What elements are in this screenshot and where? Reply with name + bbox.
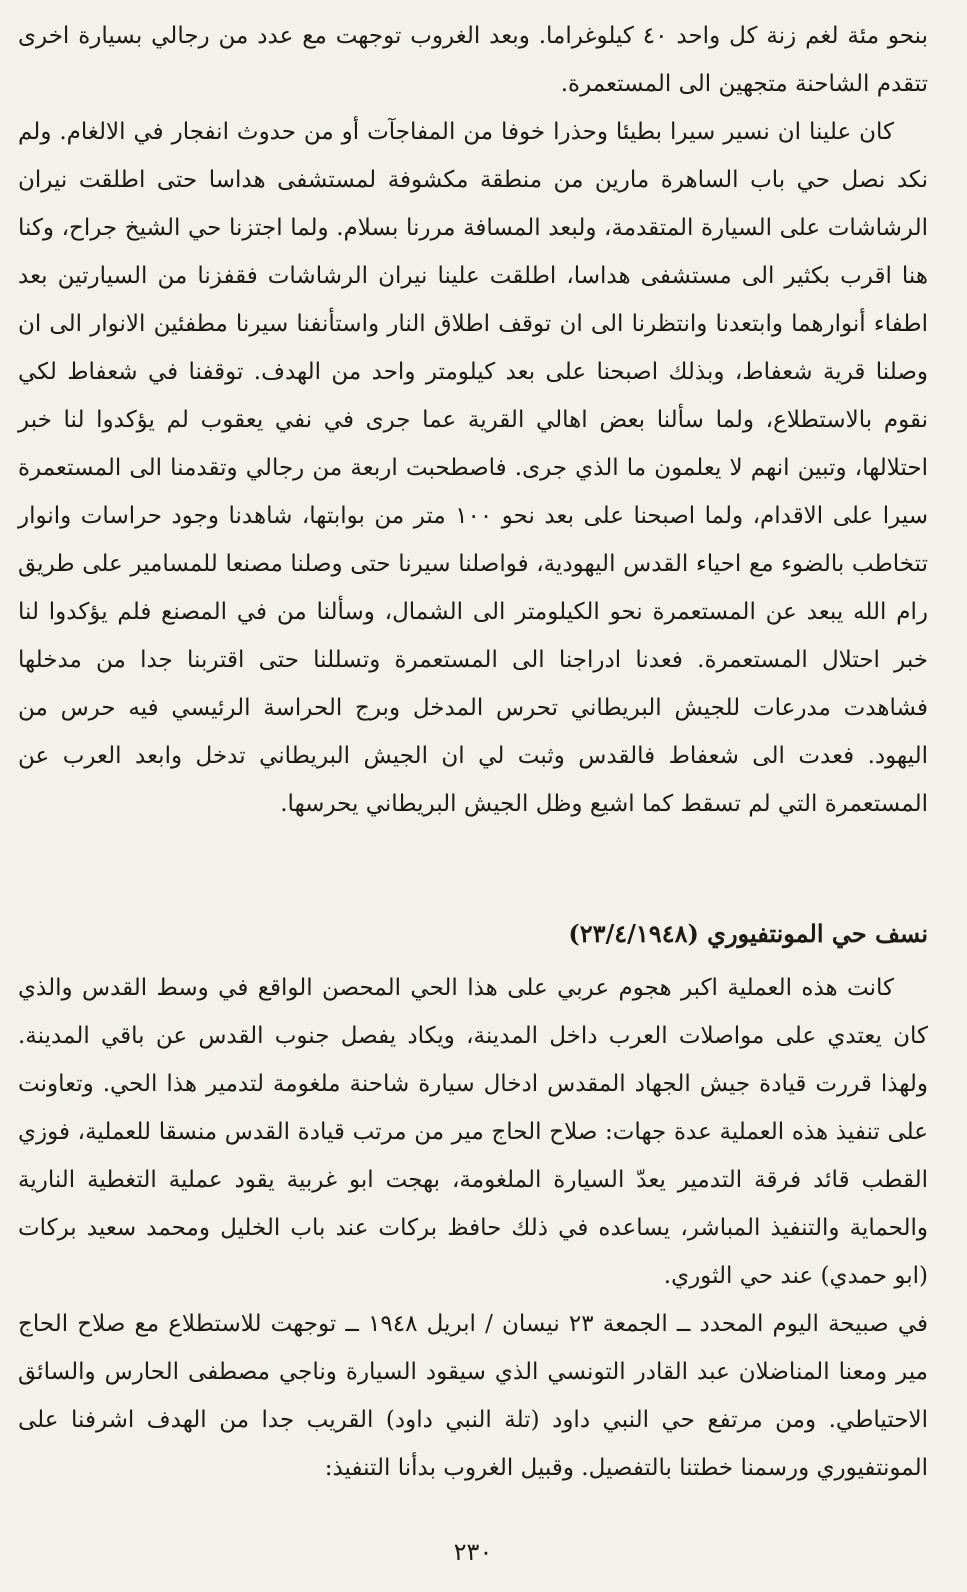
paragraph-text: بنحو مئة لغم زنة كل واحد ٤٠ كيلوغراما. وبعد الغروب توجهت مع عدد من رجالي بسيارة اخرى تتقدم الشاحنة متجهين الى المستعمرة. [18, 23, 928, 97]
paragraph-approach [18, 108, 928, 828]
section-heading: نسف حي المونتفيوري (٢٣/٤/١٩٤٨) [568, 919, 928, 948]
paragraph-continuation [18, 12, 928, 108]
paragraph-text: في صبيحة اليوم المحدد ــ الجمعة ٢٣ نيسان / ابريل ١٩٤٨ ــ توجهت للاستطلاع مع صلاح الحاج مير ومعنا المناضلان عبد القادر التونسي الذي سيقود السيارة وناجي مصطفى الحارس والسائق الاحتياطي. ومن مرتفع حي النبي داود (تلة النبي داود) القريب جدا من الهدف اشرفنا على المونتفيوري ورسمنا خطتنا بالتفصيل. وقبيل الغروب بدأنا التنفيذ: [18, 1311, 928, 1481]
book-page [18, 4, 928, 1584]
paragraph-reconnaissance [18, 1300, 928, 1492]
paragraph-text: كانت هذه العملية اكبر هجوم عربي على هذا الحي المحصن الواقع في وسط القدس والذي كان يعتدي على مواصلات العرب داخل المدينة، ويكاد يفصل جنوب القدس عن باقي المدينة. ولهذا قررت قيادة جيش الجهاد المقدس ادخال سيارة شاحنة ملغومة لتدمير هذا الحي. وتعاونت على تنفيذ هذه العملية عدة جهات: صلاح الحاج مير من مرتب قيادة القدس منسقا للعملية، فوزي القطب قائد فرقة التدمير يعدّ السيارة الملغومة، بهجت ابو غربية يقود عملية التغطية النارية والحماية والتنفيذ المباشر، يساعده في ذلك حافظ بركات عند باب الخليل ومحمد سعيد بركات (ابو حمدي) عند حي الثوري. [18, 975, 928, 1289]
page-number: ٢٣٠ [453, 1538, 493, 1566]
paragraph-operation [18, 964, 928, 1300]
paragraph-text: كان علينا ان نسير سيرا بطيئا وحذرا خوفا من المفاجآت أو من حدوث انفجار في الالغام. ولم نكد نصل حي باب الساهرة مارين من منطقة مكشوفة لمستشفى هداسا حتى اطلقت نيران الرشاشات على السيارة المتقدمة، ولبعد المسافة مررنا بسلام. ولما اجتزنا حي الشيخ جراح، وكنا هنا اقرب بكثير الى مستشفى هداسا، اطلقت علينا نيران الرشاشات فقفزنا من السيارتين بعد اطفاء أنوارهما وابتعدنا وانتظرنا الى ان توقف اطلاق النار واستأنفنا سيرنا مطفئين الانوار الى ان وصلنا قرية شعفاط، وبذلك اصبحنا على بعد كيلومتر واحد من الهدف. توقفنا في شعفاط لكي نقوم بالاستطلاع، ولما سألنا بعض اهالي القرية عما جرى في نفي يعقوب لم يؤكدوا لنا خبر احتلالها، وتبين انهم لا يعلمون ما الذي جرى. فاصطحبت اربعة من رجالي وتقدمنا الى المستعمرة سيرا على الاقدام، ولما اصبحنا على بعد نحو ١٠٠ متر من بوابتها، شاهدنا وجود حراسات وانوار تتخاطب بالضوء مع احياء القدس اليهودية، فواصلنا سيرنا حتى وصلنا مصنعا للمسامير على طريق رام الله يبعد عن المستعمرة نحو الكيلومتر الى الشمال، وسألنا من في المصنع فلم يؤكدوا لنا خبر احتلال المستعمرة. فعدنا ادراجنا الى المستعمرة وتسللنا حتى اقتربنا جدا من مدخلها فشاهدت مدرعات للجيش البريطاني تحرس المدخل وبرج الحراسة الرئيسي فيه حرس من اليهود. فعدت الى شعفاط فالقدس وثبت لي ان الجيش البريطاني تدخل وابعد العرب عن المستعمرة التي لم تسقط كما اشيع وظل الجيش البريطاني يحرسها. [18, 119, 928, 817]
